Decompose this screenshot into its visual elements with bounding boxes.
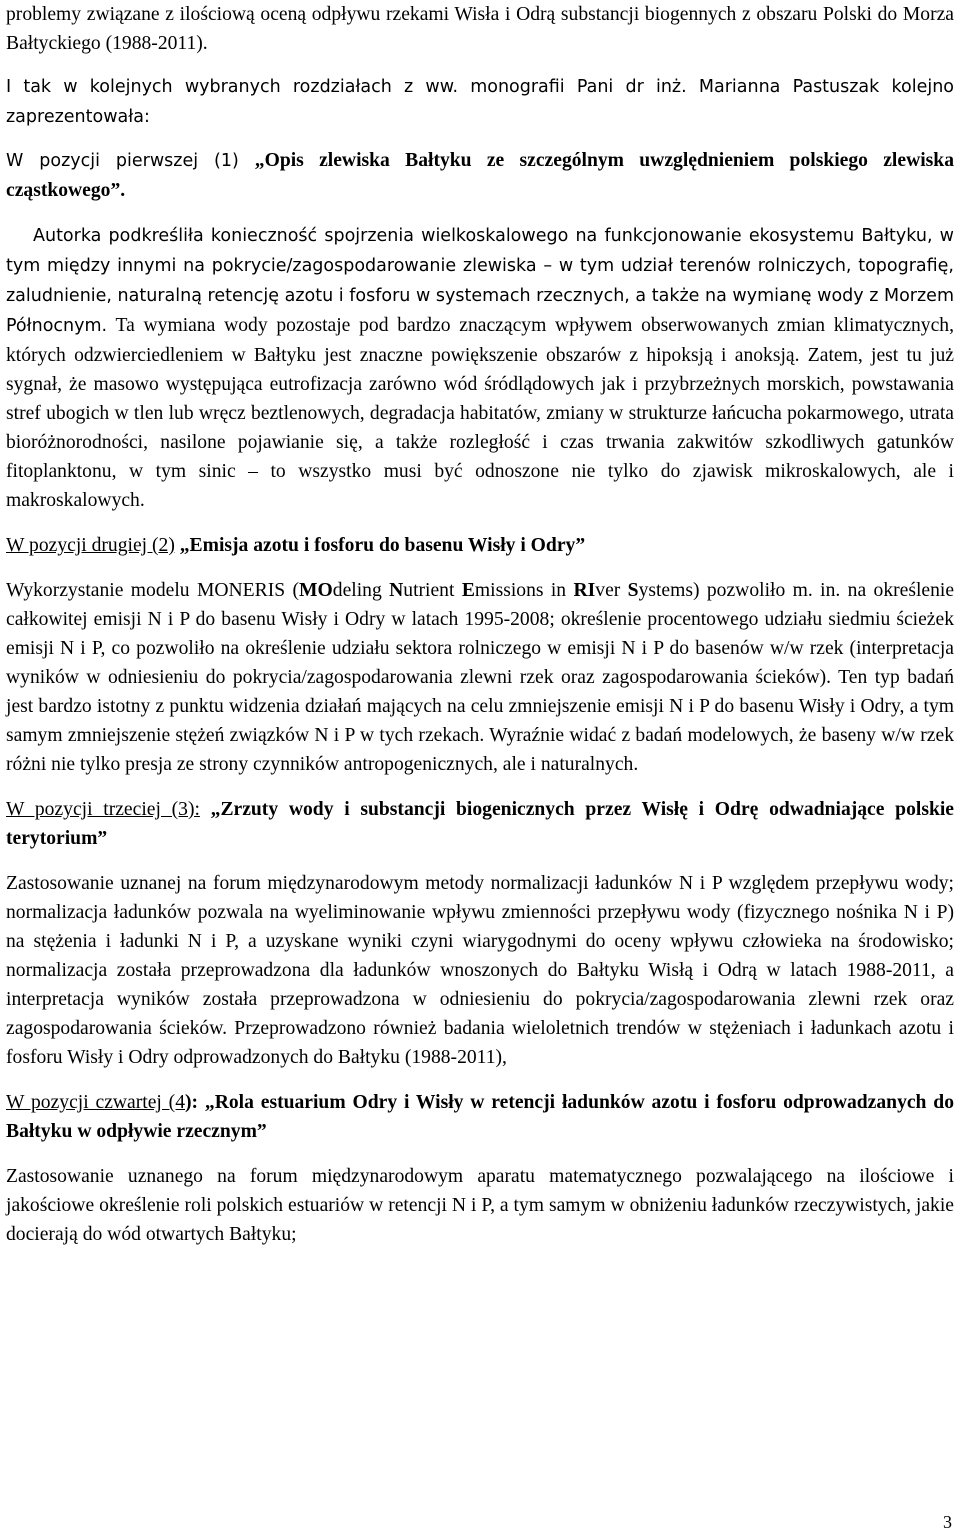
section2-lead: W pozycji drugiej (2)	[6, 535, 175, 556]
section4-lead-end: ):	[185, 1092, 199, 1113]
section1-title: „Opis zlewiska Bałtyku ze szczególnym uwzględnieniem polskiego zlewiska cząstkowego”	[6, 150, 954, 201]
section3-lead: W pozycji trzeciej (3):	[6, 799, 200, 820]
section1-title-end: .	[120, 180, 126, 201]
section3-title: „Zrzuty wody i substancji biogenicznych przez Wisłę i Odrę odwadniające polskie terytorium”	[6, 799, 954, 849]
section1-body	[6, 221, 954, 515]
section3-heading	[6, 795, 954, 853]
intro-paragraph-2	[6, 72, 954, 132]
section2-e: E	[461, 580, 475, 601]
section2-ver: ver	[595, 580, 628, 601]
section2-ystems: ystems)	[638, 580, 700, 601]
section2-s: S	[627, 580, 639, 601]
section2-deling: deling	[332, 580, 390, 601]
section3-body: Zastosowanie uznanej na forum międzynarodowym metody normalizacji ładunków N i P względem przepływu wody; normalizacja ładunków pozwala na wyeliminowanie wpływu zmienności przepływu wody (fizycznego nośnika N i P) na stężenia i ładunki N i P, a uzyskane wyniki czyni wiarygodnymi do oceny wpływu człowieka na środowisko; normalizacja została przeprowadzona dla ładunków wnoszonych do Bałtyku Wisłą i Odrą w latach 1988-2011, a interpretacja wyników została przeprowadzona w odniesieniu do pokrycia/zagospodarowania zlewni rzek oraz zagospodarowania ścieków. Przeprowadzono również badania wieloletnich trendów w stężeniach i ładunkach azotu i fosforu Wisły i Odry odprowadzonych do Bałtyku (1988-2011),	[6, 873, 954, 1068]
section4-title: „Rola estuarium Odry i Wisły w retencji ładunków azotu i fosforu odprowadzanych do Bałtyku w odpływie rzecznym”	[6, 1092, 954, 1142]
section2-body-a: pozwoliło m. in.	[699, 580, 841, 601]
section2-mo: MO	[299, 580, 333, 601]
section2-body	[6, 576, 954, 779]
section2-missions: missions in	[474, 580, 574, 601]
section2-body-pre: Wykorzystanie modelu MONERIS (	[6, 580, 300, 601]
intro-text: I tak w kolejnych wybranych rozdziałach z ww. monografii Pani dr inż. Marianna Pastuszak kolejno zaprezentowała:	[6, 77, 954, 127]
section2-title: „Emisja azotu i fosforu do basenu Wisły i Odry”	[174, 535, 586, 556]
section4-lead: W pozycji czwartej (4	[6, 1092, 186, 1113]
section4-body: Zastosowanie uznanego na forum międzynarodowym aparatu matematycznego pozwalającego na ilościowe i jakościowe określenie roli polskich estuariów w retencji N i P, a tym samym w obniżeniu ładunków rzeczywistych, jakie docierają do wód otwartych Bałtyku;	[6, 1166, 954, 1245]
page-number: 3	[943, 1512, 952, 1532]
intro-paragraph-1: problemy związane z ilościową oceną odpływu rzekami Wisła i Odrą substancji biogennych z obszaru Polski do Morza Bałtyckiego (1988-2011).	[6, 4, 954, 54]
section4-heading	[6, 1088, 954, 1146]
section1-lead: W pozycji pierwszej (1)	[6, 151, 255, 171]
section1-body-a: Autorka podkreśliła konieczność spojrzenia wielkoskalowego na funkcjonowanie ekosystemu Bałtyku, w tym między innymi na pokrycie/zagospodarowanie zlewiska – w tym udział terenów rolniczych, topografię, zaludnienie, naturalną retencję azotu i fosforu w systemach rzecznych, a także na wymianę wody z Morzem Północnym.	[6, 226, 954, 336]
section2-heading	[6, 531, 954, 560]
section2-n: N	[389, 580, 404, 601]
section2-body-b: na określenie całkowitej emisji N i P do basenu Wisły i Odry w latach 1995-2008; określenie procentowego udziału siedmiu ścieżek emisji N i P, co pozwoliło na określenie udziału sektora rolniczego w emisji N i P do basenów w/w rzek (interpretacja wyników w odniesieniu do pokrycia/zagospodarowania zlewni rzek oraz zagospodarowania ścieków). Ten typ badań jest bardzo istotny z punktu widzenia działań mających na celu zmniejszenie emisji N i P do basenu Wisły i Odry, a tym samym zmniejszenie stężeń związków N i P w tych rzekach. Wyraźnie widać z badań modelowych, że baseny w/w rzek różni nie tylko presja ze strony czynników antropogenicznych, ale i naturalnych.	[6, 580, 955, 775]
section1-body-b: Ta wymiana wody pozostaje pod bardzo znaczącym wpływem obserwowanych zmian klimatycznych, których odzwierciedleniem w Bałtyku jest znaczne powiększenie obszarów z hipoksją i anoksją. Zatem, jest tu już sygnał, że masowo występująca eutrofizacja zarówno wód śródlądowych jak i przybrzeżnych morskich, powstawania stref ubogich w tlen lub wręcz beztlenowych, degradacja habitatów, zmiany w strukturze łańcucha pokarmowego, utrata bioróżnorodności, nasilone pojawianie się, a także rozległość i czas trwania zakwitów szkodliwych gatunków fitoplanktonu, w tym sinic – to wszystko musi być odnoszone nie tylko do zjawisk mikroskalowych, ale i makroskalowych.	[6, 315, 954, 511]
section2-ri: RI	[573, 580, 596, 601]
section1-heading	[6, 146, 954, 205]
section2-utrient: utrient	[403, 580, 462, 601]
